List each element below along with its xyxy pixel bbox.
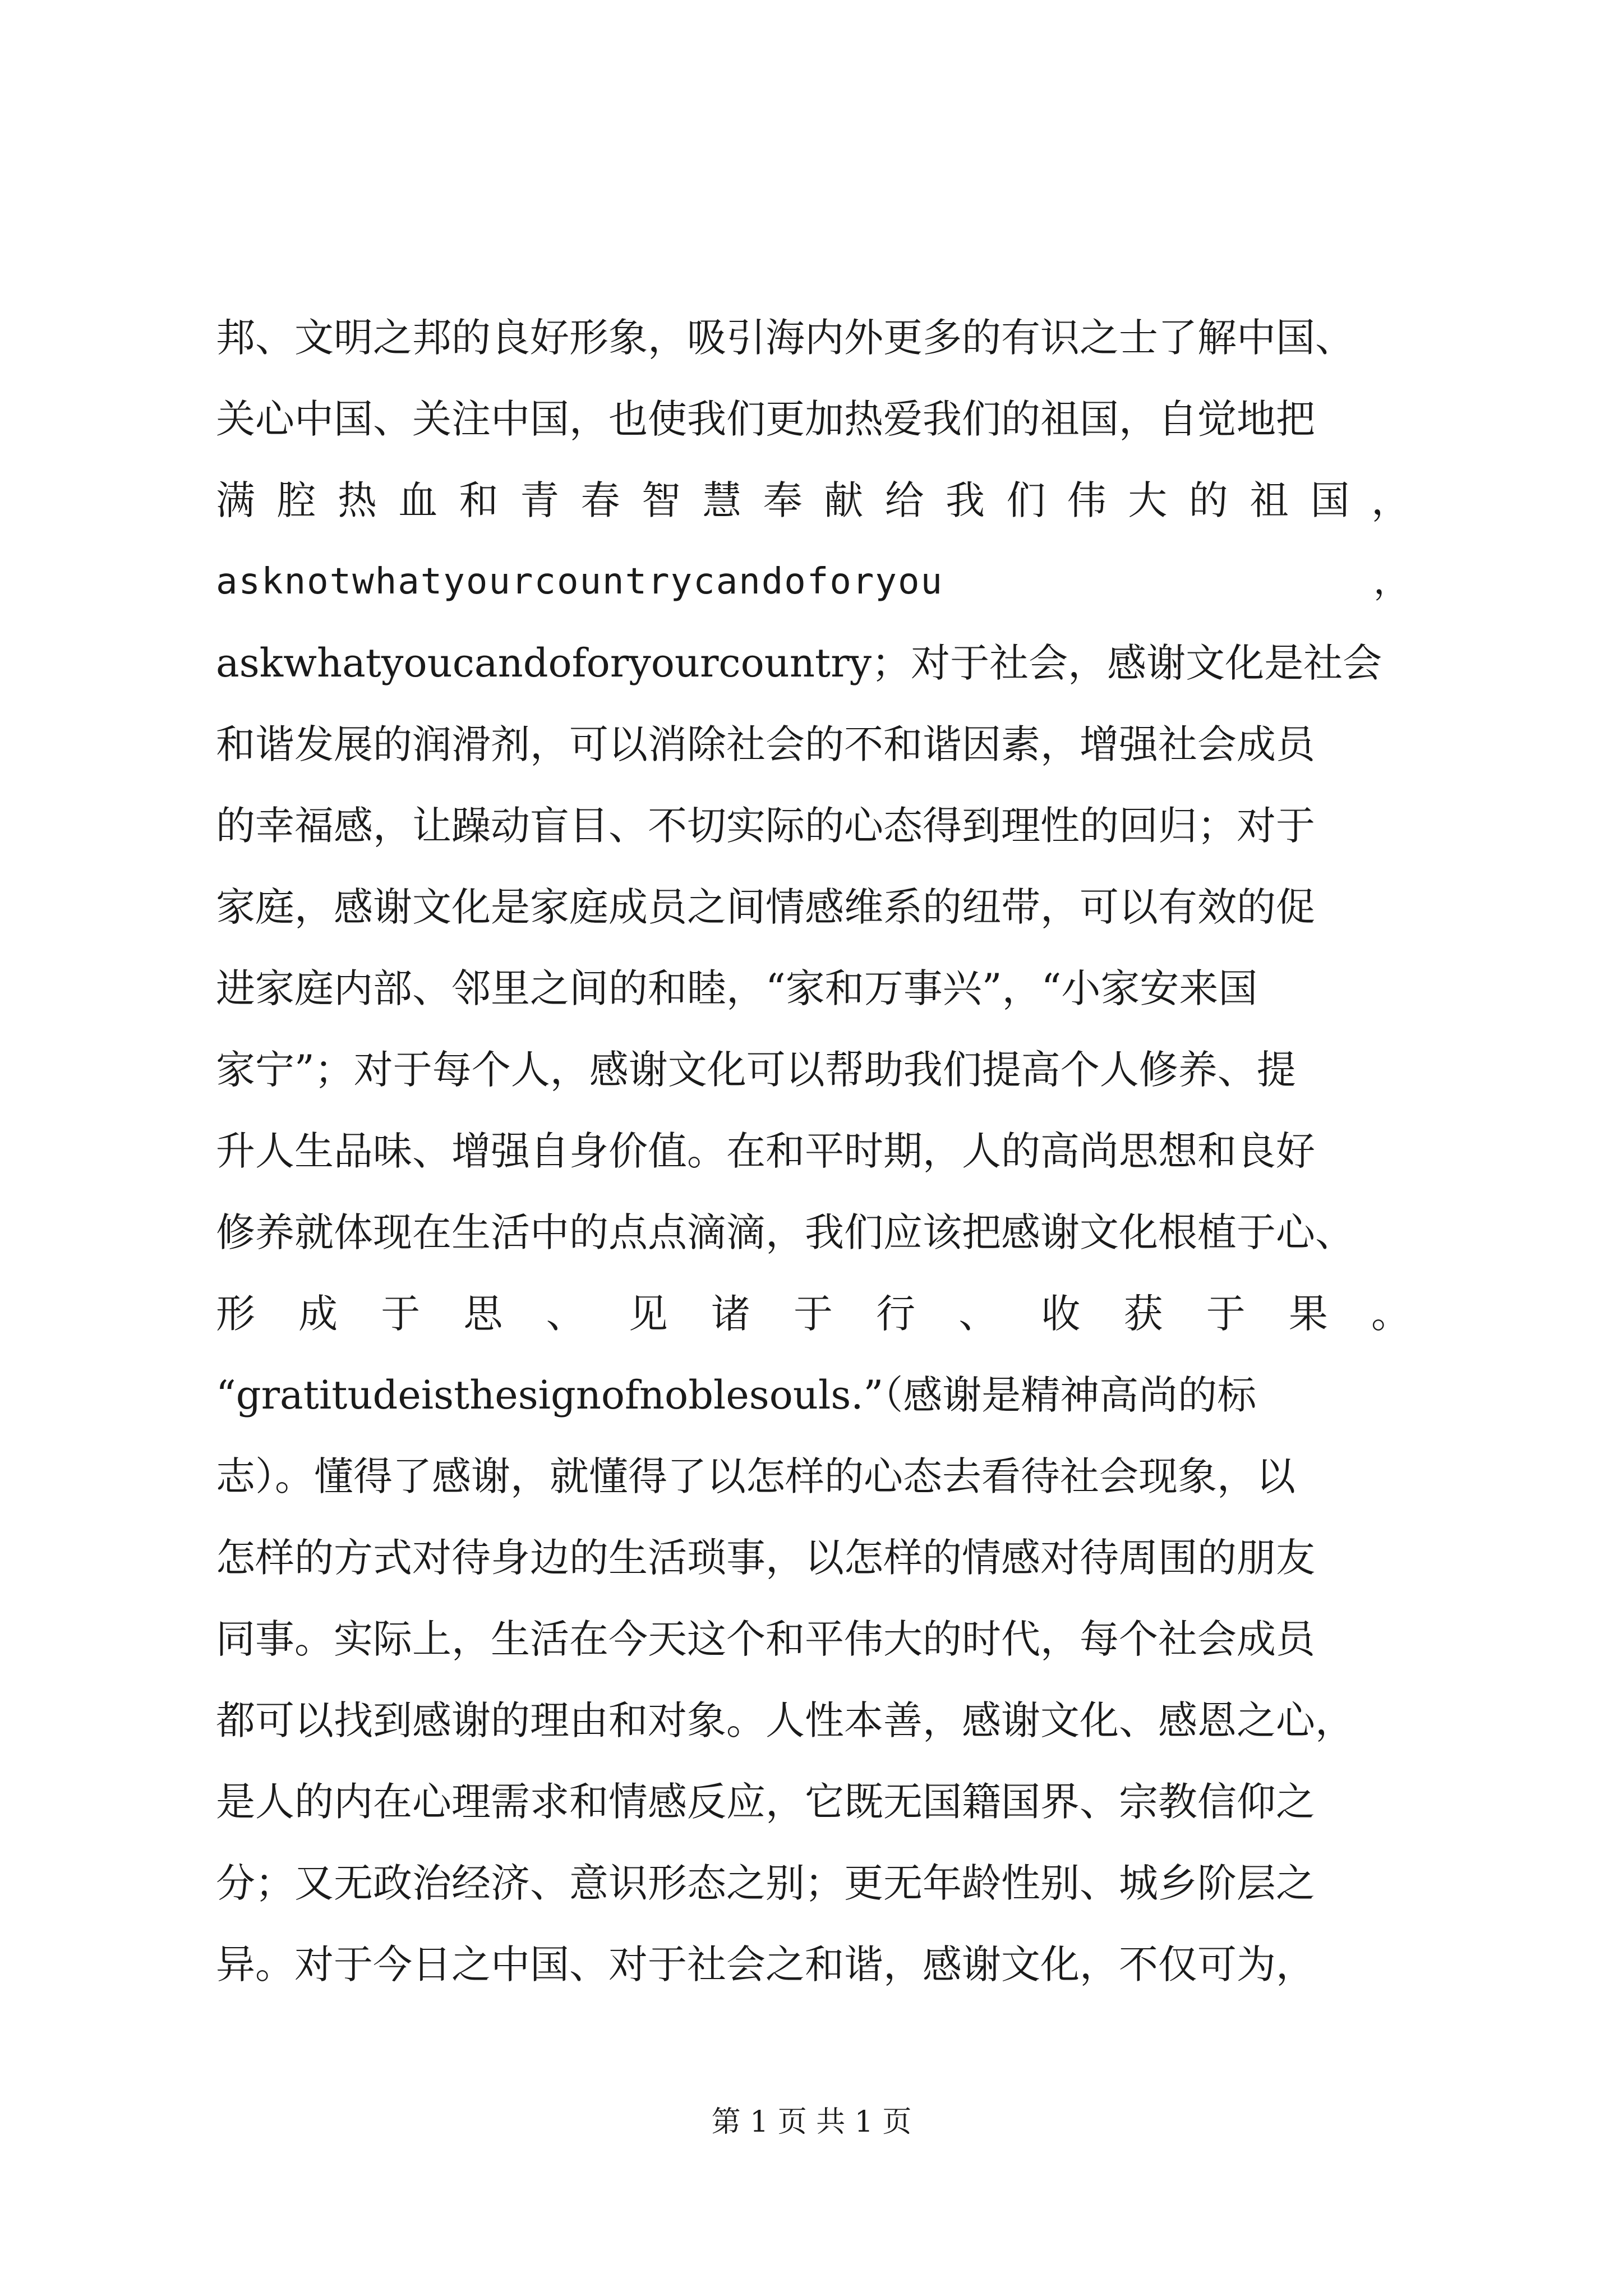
text-line: 满 腔 热 血 和 青 春 智 慧 奉 献 给 我 们 伟 大 的 祖 国 ， bbox=[216, 477, 1410, 523]
text-line: 进家庭内部、邻里之间的和睦，“家和万事兴”，“小家安来国 bbox=[216, 965, 1258, 1011]
text-line: 同事。实际上，生活在今天这个和平伟大的时代，每个社会成员 bbox=[216, 1616, 1315, 1662]
text-line: 升人生品味、增强自身价值。在和平时期，人的高尚思想和良好 bbox=[216, 1128, 1315, 1174]
text-line: 异。对于今日之中国、对于社会之和谐，感谢文化，不仅可为， bbox=[216, 1941, 1315, 1987]
text-line: 和谐发展的润滑剂，可以消除社会的不和谐因素，增强社会成员 bbox=[216, 721, 1315, 767]
body-text bbox=[216, 297, 1410, 2005]
text-line: 的幸福感，让躁动盲目、不切实际的心态得到理性的回归；对于 bbox=[216, 803, 1315, 849]
text-line: “gratitudeisthesignofnoblesouls.”（感谢是精神高尚的标 bbox=[216, 1372, 1257, 1418]
text-line-left: asknotwhatyourcountrycandoforyou bbox=[216, 561, 943, 602]
text-line-right: ， bbox=[1373, 561, 1410, 602]
text-line: 是人的内在心理需求和情感反应，它既无国籍国界、宗教信仰之 bbox=[216, 1779, 1315, 1825]
text-line: 修养就体现在生活中的点点滴滴，我们应该把感谢文化根植于心、 bbox=[216, 1209, 1354, 1255]
page-footer: 第 1 页 共 1 页 bbox=[711, 2105, 912, 2139]
text-line: 分；又无政治经济、意识形态之别；更无年龄性别、城乡阶层之 bbox=[216, 1860, 1315, 1906]
text-line: 志）。懂得了感谢，就懂得了以怎样的心态去看待社会现象，以 bbox=[216, 1453, 1295, 1499]
text-line: 家庭，感谢文化是家庭成员之间情感维系的纽带，可以有效的促 bbox=[216, 884, 1315, 930]
text-line: 都可以找到感谢的理由和对象。人性本善，感谢文化、感恩之心， bbox=[216, 1697, 1354, 1743]
text-line-split bbox=[216, 541, 1410, 623]
text-line: 家宁”；对于每个人，感谢文化可以帮助我们提高个人修养、提 bbox=[216, 1047, 1296, 1093]
text-line: 关心中国、关注中国，也使我们更加热爱我们的祖国，自觉地把 bbox=[216, 396, 1315, 442]
text-line: askwhatyoucandoforyourcountry；对于社会，感谢文化是社会 bbox=[216, 640, 1382, 686]
text-line: 怎样的方式对待身边的生活琐事，以怎样的情感对待周围的朋友 bbox=[216, 1535, 1315, 1581]
text-line: 邦、文明之邦的良好形象，吸引海内外更多的有识之士了解中国、 bbox=[216, 315, 1354, 361]
text-line: 形 成 于 思 、 见 诸 于 行 、 收 获 于 果 。 bbox=[216, 1291, 1410, 1337]
